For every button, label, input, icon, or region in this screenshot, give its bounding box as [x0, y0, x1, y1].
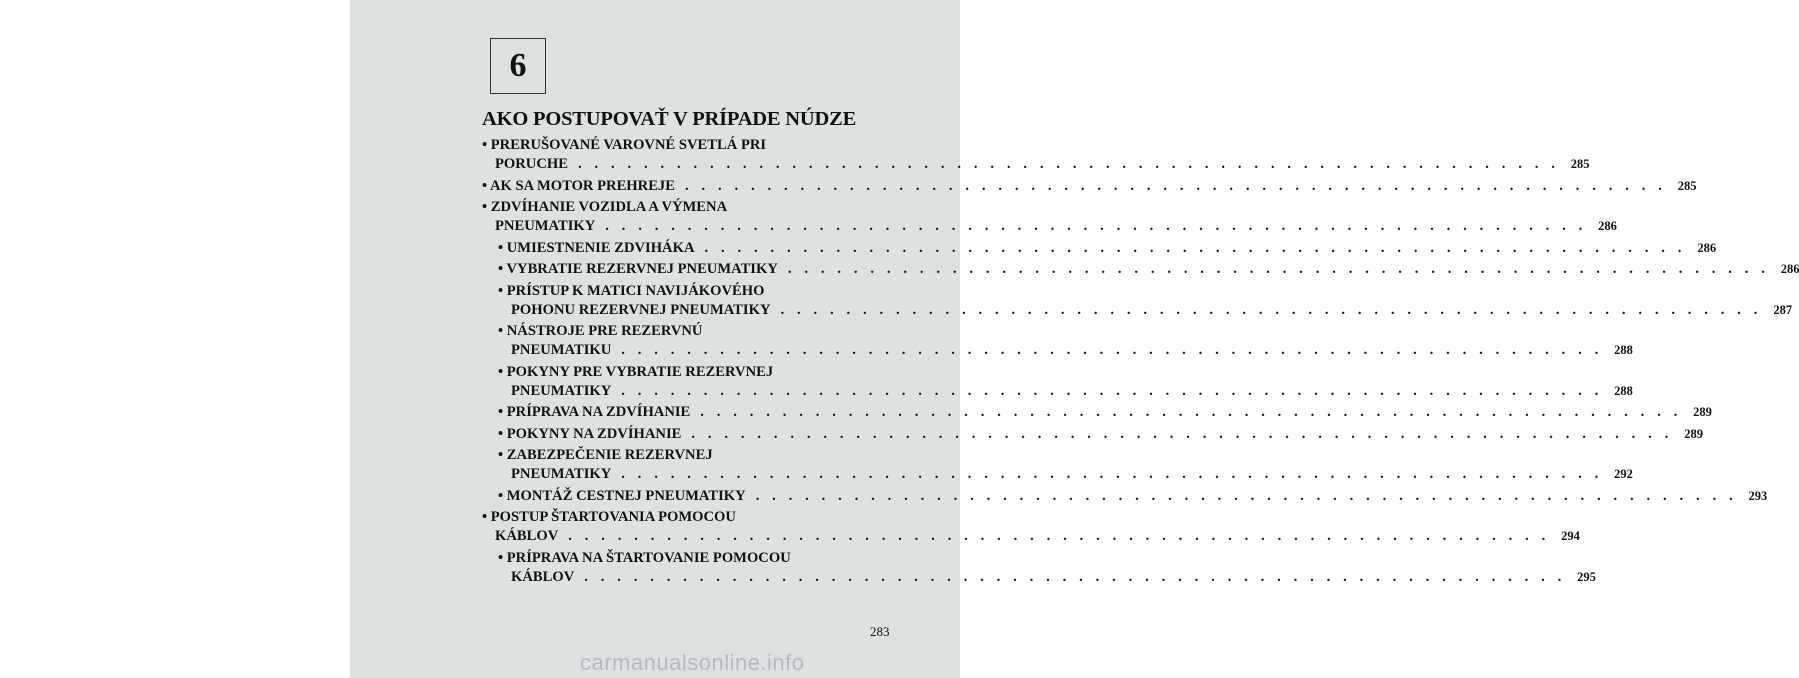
toc-entry-text: KÁBLOV — [495, 528, 559, 544]
toc-entry-text: • POKYNY PRE VYBRATIE REZERVNEJ — [498, 363, 774, 380]
toc-entry-text: • AK SA MOTOR PREHREJE — [482, 177, 675, 194]
toc-entry-text: KÁBLOV — [511, 568, 575, 585]
toc-entry-text: • NÁSTROJE PRE REZERVNÚ — [498, 323, 703, 339]
toc-entry-line — [498, 239, 1717, 258]
toc-entry[interactable] — [482, 198, 1617, 236]
toc-entry[interactable] — [498, 549, 1596, 587]
toc-entry-text: • PRÍSTUP K MATICI NAVIJÁKOVÉHO — [498, 282, 765, 299]
toc-entry[interactable] — [498, 282, 1793, 320]
toc-dot-leader: . . . . . . . . . . . . . . . . . . . . . . . . . . . . . . . . . . . . . . . . . . . . . . . . . . . . . . . . . . . . — [691, 425, 1673, 442]
toc-page-number: 287 — [1773, 302, 1793, 317]
toc-entry-line — [498, 568, 1596, 587]
toc-entry-text: PNEUMATIKY — [511, 382, 612, 399]
toc-entry-line — [498, 282, 897, 301]
toc-entry[interactable] — [482, 136, 1590, 174]
toc-entry-line — [482, 198, 897, 217]
toc-entry-line — [498, 301, 1793, 320]
toc-dot-leader: . . . . . . . . . . . . . . . . . . . . . . . . . . . . . . . . . . . . . . . . . . . . . . . . . . . . . . . . . . . . — [755, 487, 1738, 504]
toc-entry-text: PNEUMATIKU — [511, 342, 612, 358]
toc-entry-line — [498, 487, 1768, 506]
toc-entry-text: PNEUMATIKY — [495, 218, 596, 234]
toc-entry-text: • ZABEZPEČENIE REZERVNEJ — [498, 447, 713, 463]
toc-entry[interactable] — [498, 363, 1633, 401]
toc-dot-leader: . . . . . . . . . . . . . . . . . . . . . . . . . . . . . . . . . . . . . . . . . . . . . . . . . . . . . . . . . . . . — [621, 466, 1603, 482]
toc-page-number: 288 — [1614, 343, 1633, 357]
toc-entry-line — [498, 465, 1633, 484]
toc-dot-leader: . . . . . . . . . . . . . . . . . . . . . . . . . . . . . . . . . . . . . . . . . . . . . . . . . . . . . . . . . . . . — [568, 528, 1550, 544]
toc-dot-leader: . . . . . . . . . . . . . . . . . . . . . . . . . . . . . . . . . . . . . . . . . . . . . . . . . . . . . . . . . . . . — [700, 404, 1682, 420]
toc-entry-line — [498, 322, 897, 341]
toc-entry-line — [482, 177, 1697, 196]
toc-entry[interactable] — [498, 322, 1633, 360]
toc-entry[interactable] — [498, 239, 1717, 258]
toc-entry-text: PORUCHE — [495, 156, 568, 172]
chapter-number: 6 — [509, 47, 527, 84]
toc-entry-line — [482, 217, 1617, 236]
toc-entry[interactable] — [482, 508, 1580, 546]
toc-entry-text: • PRERUŠOVANÉ VAROVNÉ SVETLÁ PRI — [482, 137, 767, 153]
toc-entry-line — [498, 425, 1703, 444]
toc-entry-text: • UMIESTNENIE ZDVIHÁKA — [498, 239, 695, 256]
toc-entry-text: • POKYNY NA ZDVÍHANIE — [498, 425, 682, 442]
toc-entry-line — [498, 549, 897, 568]
toc-page-number: 289 — [1693, 405, 1712, 419]
toc-page-number: 286 — [1780, 262, 1799, 276]
toc-entry-line — [498, 363, 897, 382]
toc-page-number: 285 — [1677, 178, 1697, 193]
toc-dot-leader: . . . . . . . . . . . . . . . . . . . . . . . . . . . . . . . . . . . . . . . . . . . . . . . . . . . . . . . . . . . . — [584, 568, 1566, 585]
toc-entry-line — [498, 341, 1633, 360]
toc-entry[interactable] — [498, 260, 1799, 279]
toc-entry-line — [482, 527, 1580, 546]
toc-entry-line — [498, 446, 897, 465]
toc-entry[interactable] — [498, 425, 1703, 444]
toc-entry-line — [498, 260, 1799, 279]
toc-dot-leader: . . . . . . . . . . . . . . . . . . . . . . . . . . . . . . . . . . . . . . . . . . . . . . . . . . . . . . . . . . . . — [704, 239, 1687, 256]
toc-page-number: 286 — [1598, 219, 1617, 233]
toc-page-number: 286 — [1697, 240, 1717, 255]
toc-entry-text: • MONTÁŽ CESTNEJ PNEUMATIKY — [498, 487, 746, 504]
toc-entry-line — [482, 155, 1590, 174]
toc-entry-line — [482, 136, 897, 155]
chapter-title: AKO POSTUPOVAŤ V PRÍPADE NÚDZE — [482, 108, 857, 130]
chapter-number-box — [490, 38, 546, 94]
toc-entry-text: POHONU REZERVNEJ PNEUMATIKY — [511, 301, 771, 318]
toc-entry[interactable] — [498, 446, 1633, 484]
toc-page-number: 293 — [1748, 488, 1768, 503]
toc-entry-line — [482, 508, 897, 527]
toc-entry-line — [498, 403, 1712, 422]
table-of-contents — [482, 136, 1799, 589]
toc-page-number: 285 — [1570, 157, 1590, 171]
toc-dot-leader: . . . . . . . . . . . . . . . . . . . . . . . . . . . . . . . . . . . . . . . . . . . . . . . . . . . . . . . . . . . . — [577, 156, 1560, 172]
toc-page-number: 288 — [1614, 383, 1633, 398]
toc-entry-text: • PRÍPRAVA NA ZDVÍHANIE — [498, 404, 691, 420]
toc-page-number: 295 — [1577, 569, 1596, 584]
toc-entry-text: • ZDVÍHANIE VOZIDLA A VÝMENA — [482, 199, 728, 215]
toc-dot-leader: . . . . . . . . . . . . . . . . . . . . . . . . . . . . . . . . . . . . . . . . . . . . . . . . . . . . . . . . . . . . — [780, 301, 1763, 318]
toc-dot-leader: . . . . . . . . . . . . . . . . . . . . . . . . . . . . . . . . . . . . . . . . . . . . . . . . . . . . . . . . . . . . — [787, 261, 1770, 277]
toc-page-number: 289 — [1684, 426, 1703, 441]
toc-entry-text: • PRÍPRAVA NA ŠTARTOVANIE POMOCOU — [498, 549, 791, 566]
toc-entry-line — [498, 382, 1633, 401]
blank-left-area — [0, 0, 350, 678]
toc-page-number: 292 — [1614, 467, 1633, 481]
toc-entry[interactable] — [482, 177, 1697, 196]
watermark: carmanualsonline.info — [580, 650, 805, 675]
toc-entry-text: PNEUMATIKY — [511, 466, 612, 482]
page-number: 283 — [870, 624, 890, 639]
toc-page-number: 294 — [1561, 529, 1580, 543]
toc-dot-leader: . . . . . . . . . . . . . . . . . . . . . . . . . . . . . . . . . . . . . . . . . . . . . . . . . . . . . . . . . . . . — [684, 177, 1667, 194]
toc-dot-leader: . . . . . . . . . . . . . . . . . . . . . . . . . . . . . . . . . . . . . . . . . . . . . . . . . . . . . . . . . . . . — [605, 218, 1587, 234]
toc-entry-text: • POSTUP ŠTARTOVANIA POMOCOU — [482, 509, 736, 525]
toc-dot-leader: . . . . . . . . . . . . . . . . . . . . . . . . . . . . . . . . . . . . . . . . . . . . . . . . . . . . . . . . . . . . — [621, 382, 1603, 399]
toc-entry[interactable] — [498, 403, 1712, 422]
toc-entry-text: • VYBRATIE REZERVNEJ PNEUMATIKY — [498, 261, 778, 277]
toc-dot-leader: . . . . . . . . . . . . . . . . . . . . . . . . . . . . . . . . . . . . . . . . . . . . . . . . . . . . . . . . . . . . — [621, 342, 1603, 358]
toc-entry[interactable] — [498, 487, 1768, 506]
